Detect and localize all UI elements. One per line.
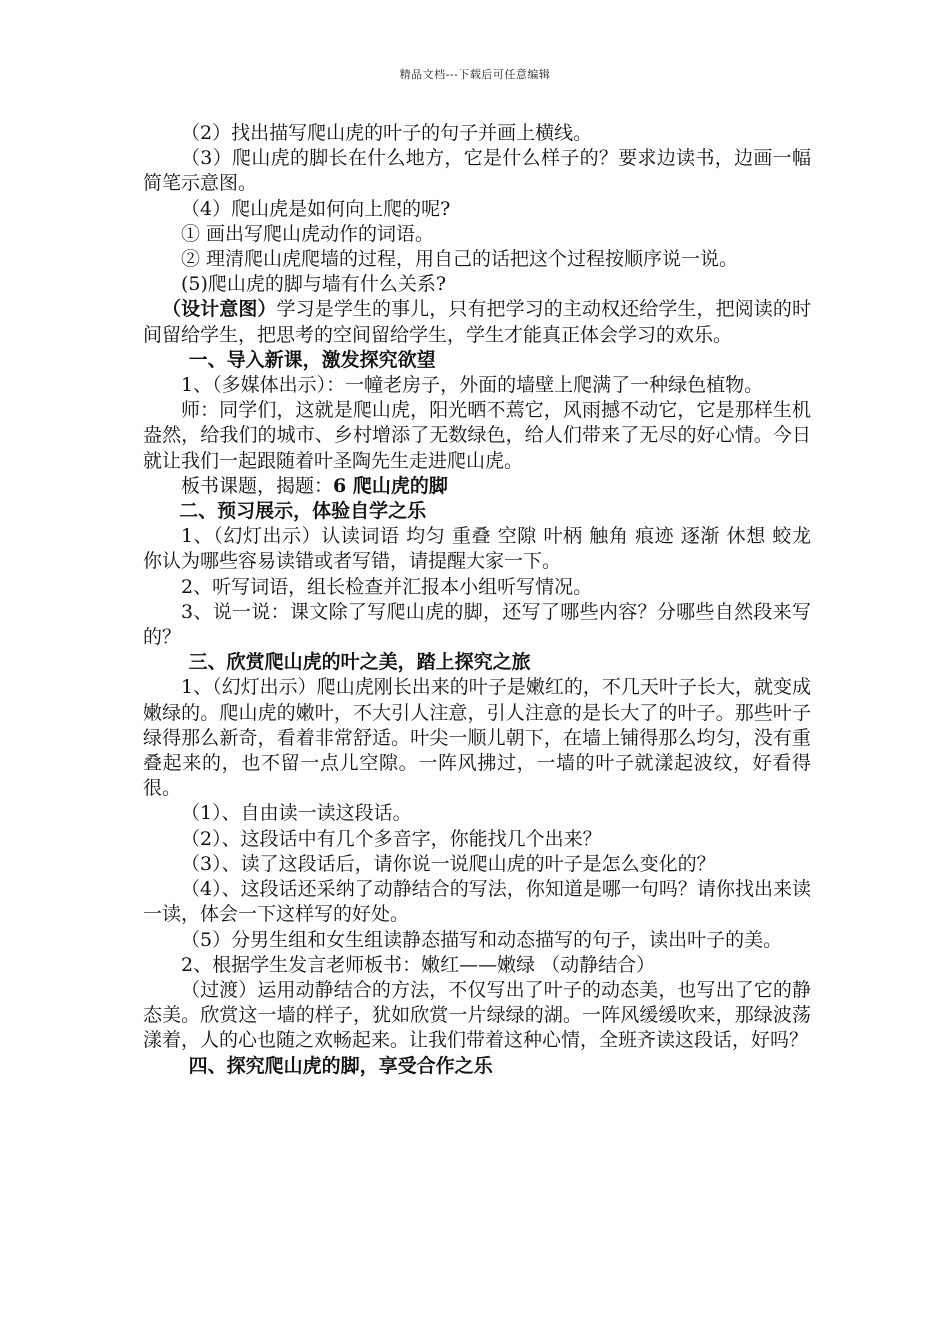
question-4: （4）爬山虎是如何向上爬的呢? <box>181 197 451 220</box>
page-header: 精品文档---下载后可任意编辑 <box>399 68 551 81</box>
section-3-item-1: （1）、自由读一读这段话。 <box>181 802 412 825</box>
design-intent-paragraph <box>143 297 811 347</box>
question-3: （3）爬山虎的脚长在什么地方，它是什么样子的？要求边读书，边画一幅简笔示意图。 <box>143 147 811 195</box>
question-4-step-2: ② 理清爬山虎爬墙的过程，用自己的话把这个过程按顺序说一说。 <box>181 248 739 271</box>
lesson-title: 6 爬山虎的脚 <box>333 474 448 497</box>
section-heading-3: 三、欣赏爬山虎的叶之美，踏上探究之旅 <box>188 651 531 674</box>
section-3-item-5: （5）分男生组和女生组读静态描写和动态描写的句子，读出叶子的美。 <box>181 928 783 951</box>
section-3-paragraph-3: （过渡）运用动静结合的方法，不仅写出了叶子的动态美，也写出了它的静态美。欣赏这一墙的样子，犹如欣赏一片绿绿的湖。一阵风缓缓吹来，那绿波荡漾着，人的心也随之欢畅起来。让我们带着这种心情，全班齐读这段话，好吗？ <box>143 978 811 1052</box>
section-3-item-4: （4）、这段话还采纳了动静结合的写法，你知道是哪一句吗？请你找出来读一读，体会一下这样写的好处。 <box>143 878 811 926</box>
section-3-item-3: （3）、读了这段话后，请你说一说爬山虎的叶子是怎么变化的？ <box>181 852 716 875</box>
section-3-item-2: （2）、这段话中有几个多音字，你能找几个出来？ <box>181 827 602 850</box>
question-5: (5)爬山虎的脚与墙有什么关系? <box>181 273 447 296</box>
section-3-paragraph-2: 2、根据学生发言老师板书：嫩红——嫩绿 （动静结合） <box>181 953 656 976</box>
board-title-prefix: 板书课题，揭题： <box>181 474 334 497</box>
section-1-paragraph-3 <box>143 474 811 499</box>
section-2-paragraph-2: 2、听写词语，组长检查并汇报本小组听写情况。 <box>181 575 593 598</box>
section-1-paragraph-1: 1、（多媒体出示）：一幢老房子，外面的墙壁上爬满了一种绿色植物。 <box>181 374 764 397</box>
section-3-paragraph-1: 1、（幻灯出示）爬山虎刚长出来的叶子是嫩红的，不几天叶子长大，就变成嫩绿的。爬山虎的嫩叶，不大引人注意，引人注意的是长大了的叶子。那些叶子绿得那么新奇，看着非常舒适。叶尖一顺儿朝下，在墙上铺得那么均匀，没有重叠起来的，也不留一点儿空隙。一阵风拂过，一墙的叶子就漾起波纹，好看得很。 <box>143 676 811 800</box>
document-body <box>143 121 811 1079</box>
section-2-paragraph-1: 1、（幻灯出示）认读词语 均匀 重叠 空隙 叶柄 触角 痕迹 逐渐 休想 蛟龙 你认为哪些容易读错或者写错，请提醒大家一下。 <box>143 525 811 573</box>
design-intent-label: （设计意图） <box>162 298 277 321</box>
section-heading-4: 四、探究爬山虎的脚，享受合作之乐 <box>188 1054 493 1077</box>
section-2-paragraph-3: 3、说一说：课文除了写爬山虎的脚，还写了哪些内容？分哪些自然段来写的？ <box>143 600 811 649</box>
section-heading-2: 二、预习展示，体验自学之乐 <box>179 500 427 523</box>
question-4-step-1: ① 画出写爬山虎动作的词语。 <box>181 222 435 245</box>
question-2: （2）找出描写爬山虎的叶子的句子并画上横线。 <box>181 122 593 144</box>
section-heading-1: 一、导入新课，激发探究欲望 <box>188 348 436 371</box>
section-1-paragraph-2: 师：同学们，这就是爬山虎，阳光晒不蔫它，风雨撼不动它，它是那样生机盎然，给我们的城市、乡村增添了无数绿色，给人们带来了无尽的好心情。今日就让我们一起跟随着叶圣陶先生走进爬山虎。 <box>143 399 811 472</box>
design-intent-text: 学习是学生的事儿，只有把学习的主动权还给学生，把阅读的时间留给学生，把思考的空间留给学生，学生才能真正体会学习的欢乐。 <box>143 298 811 346</box>
